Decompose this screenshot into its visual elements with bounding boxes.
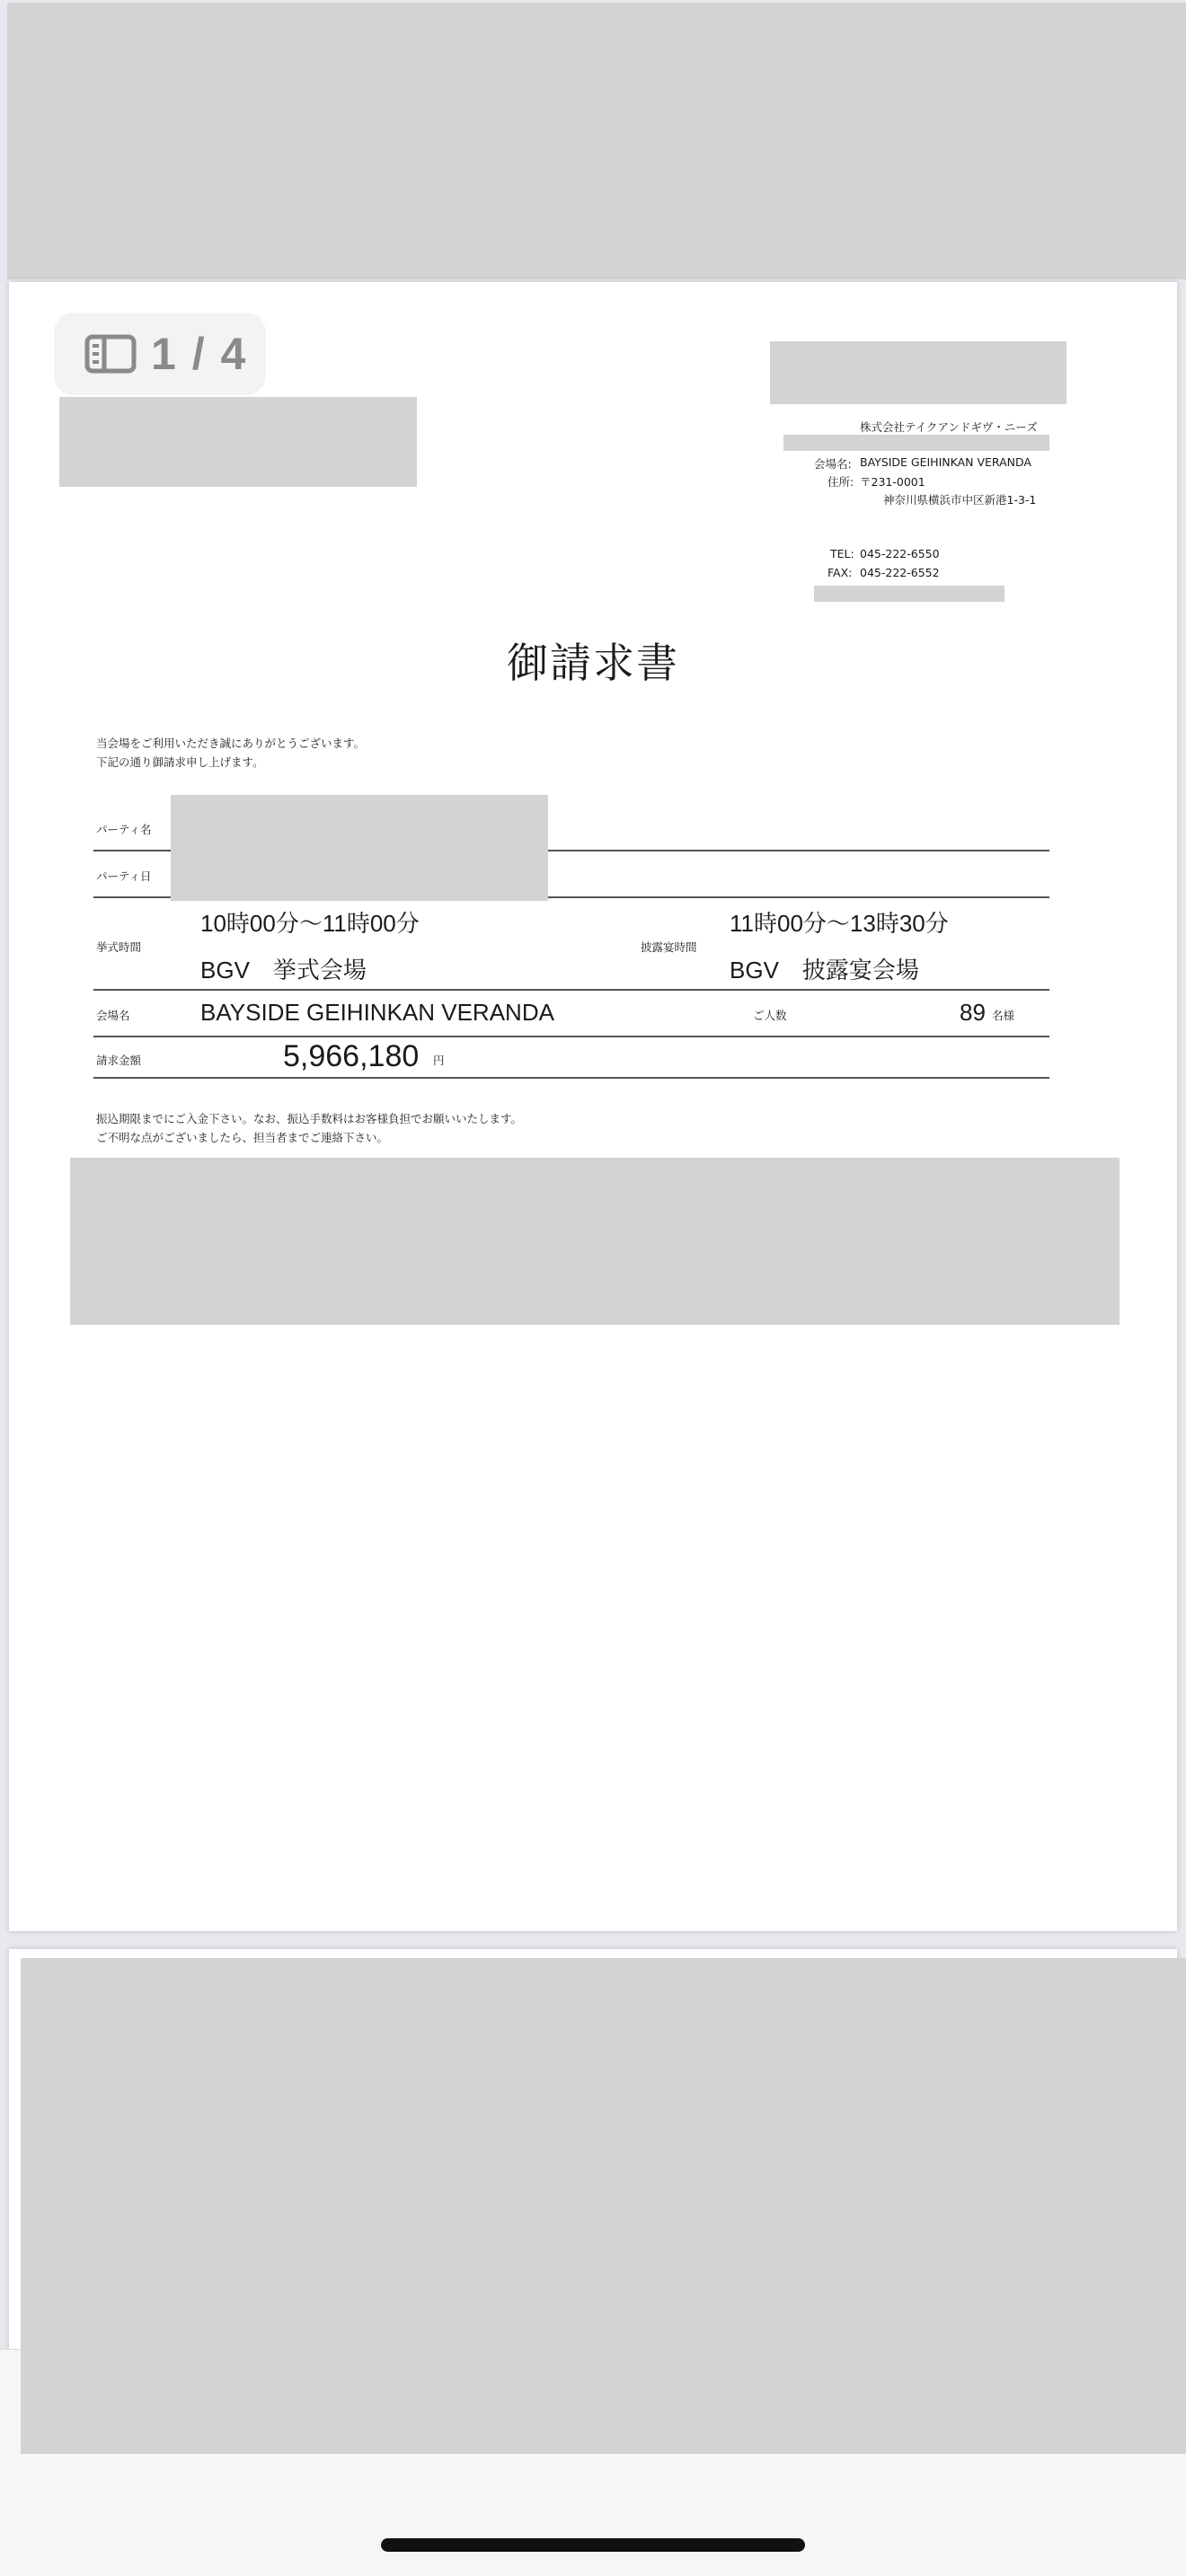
redacted-page-2-content (21, 1958, 1186, 2454)
document-page-1 (9, 282, 1177, 1931)
home-indicator[interactable] (381, 2538, 805, 2552)
intro-line-2: 下記の通り御請求申し上げます。 (96, 755, 264, 769)
party-name-label: パーティ名 (96, 823, 152, 836)
venue-label: 会場名: (814, 457, 852, 471)
sidebar-icon (84, 334, 137, 374)
intro-line-1: 当会場をご利用いただき誠にありがとうございます。 (96, 737, 366, 750)
address-line: 神奈川県横浜市中区新港1-3-1 (883, 493, 1037, 507)
amount-label: 請求金額 (96, 1054, 142, 1067)
fax-value: 045-222-6552 (860, 566, 940, 579)
venue-row-value: BAYSIDE GEIHINKAN VERANDA (200, 999, 554, 1026)
amount-value: 5,966,180 (283, 1039, 420, 1073)
guests-label: ご人数 (753, 1009, 787, 1022)
venue-row-label: 会場名 (96, 1009, 130, 1022)
reception-time-label: 披露宴時間 (641, 940, 697, 954)
address-label: 住所: (828, 475, 854, 489)
redacted-header-area (7, 3, 1186, 279)
document-title: 御請求書 (507, 639, 679, 687)
redacted-logo (770, 341, 1067, 404)
ceremony-time: 10時00分〜11時00分 (200, 910, 420, 937)
ceremony-venue: BGV 挙式会場 (200, 957, 367, 984)
notice-line-1: 振込期限までにご入金下さい。なお、振込手数料はお客様負担でお願いいたします。 (96, 1112, 523, 1125)
row-divider (93, 1077, 1049, 1079)
redacted-remarks (70, 1158, 1120, 1325)
redacted-company-line (783, 435, 1049, 451)
amount-unit: 円 (433, 1054, 445, 1067)
ceremony-time-label: 挙式時間 (96, 940, 142, 954)
reception-venue: BGV 披露宴会場 (730, 957, 919, 984)
guests-value: 89 (960, 999, 986, 1026)
party-date-label: パーティ日 (96, 869, 152, 883)
page-indicator-label: 1 / 4 (151, 329, 248, 379)
redacted-contact-line (814, 586, 1005, 602)
row-divider (93, 1036, 1049, 1037)
postal-code: 〒231-0001 (860, 475, 925, 489)
redacted-recipient (59, 397, 417, 487)
row-divider (93, 989, 1049, 991)
reception-time: 11時00分〜13時30分 (730, 910, 949, 937)
guests-unit: 名様 (992, 1009, 1015, 1022)
tel-label: TEL: (830, 547, 854, 560)
fax-label: FAX: (828, 566, 853, 579)
venue-value: BAYSIDE GEIHINKAN VERANDA (860, 455, 1031, 469)
notice-line-2: ご不明な点がございましたら、担当者までご連絡下さい。 (96, 1131, 389, 1144)
redacted-party-info (171, 795, 548, 901)
page-indicator[interactable] (54, 313, 266, 395)
tel-value: 045-222-6550 (860, 547, 940, 560)
company-name: 株式会社テイクアンドギヴ・ニーズ (860, 420, 1038, 434)
